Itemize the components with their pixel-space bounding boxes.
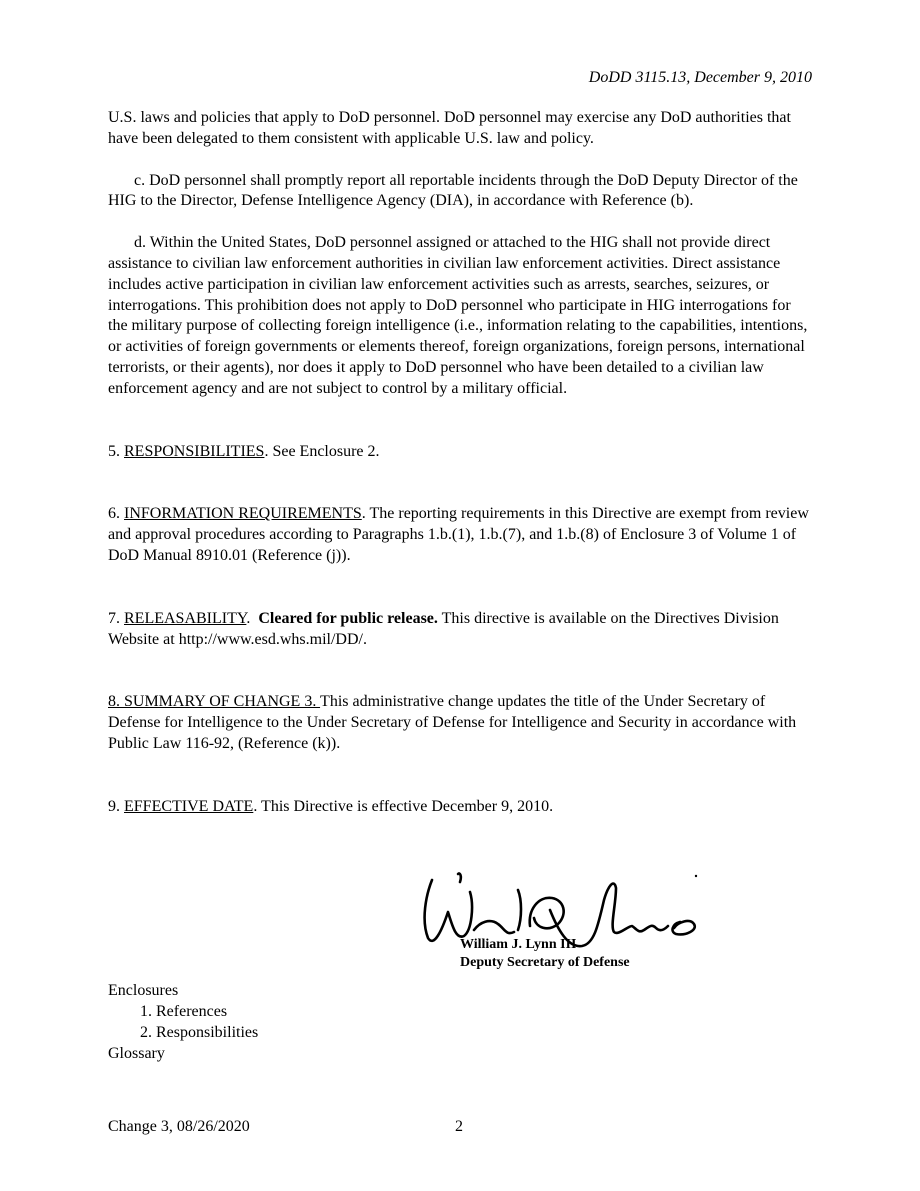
glossary-label: Glossary [108, 1045, 165, 1062]
section-number: 7. [108, 609, 124, 627]
section-heading: RELEASABILITY [124, 609, 247, 627]
footer-change-info: Change 3, 08/26/2020 [108, 1118, 250, 1135]
section-text: . The reporting requirements in this Directive are exempt from review and approval procedures according to Paragraphs 1.b.(1), 1.b.(7), and 1.b.(8) of Enclosure 3 of Volume 1 of DoD Manual 8910.01 (Reference (j)). [108, 505, 809, 564]
signer-name: William J. Lynn III [460, 937, 577, 952]
enclosure-item: 2. Responsibilities [140, 1024, 259, 1041]
enclosures-list [108, 980, 258, 1064]
section-text: . This Directive is effective December 9, 2010. [253, 797, 554, 815]
section-heading: INFORMATION REQUIREMENTS [124, 505, 362, 523]
document-id-header: DoDD 3115.13, December 9, 2010 [588, 69, 812, 86]
section-number: 9. [108, 797, 124, 815]
body-text [108, 108, 813, 818]
signature-block [418, 870, 718, 980]
enclosures-heading: Enclosures [108, 982, 179, 999]
section-9 [108, 797, 813, 818]
section-heading: 8. SUMMARY OF CHANGE 3. [108, 693, 321, 711]
signer-info [460, 936, 630, 972]
section-number: 6. [108, 505, 124, 523]
section-text: . See Enclosure 2. [264, 442, 380, 460]
paragraph-c: c. DoD personnel shall promptly report all reportable incidents through the DoD Deputy Director of the HIG to the Director, Defense Intelligence Agency (DIA), in accordance with Reference (b). [108, 171, 798, 210]
section-6 [108, 504, 813, 566]
section-text: This directive is available on the Directives Division Website at http://www.esd.whs.mil/DD/. [108, 609, 779, 648]
section-text: This administrative change updates the title of the Under Secretary of Defense for Intelligence to the Under Secretary of Defense for Intelligence and Security in accordance with Public Law 116-92, (Reference (k)). [108, 693, 797, 752]
section-8 [108, 692, 813, 754]
signer-title: Deputy Secretary of Defense [460, 955, 630, 970]
page-number: 2 [455, 1118, 463, 1135]
section-heading: RESPONSIBILITIES [124, 442, 265, 460]
section-heading: EFFECTIVE DATE [124, 797, 254, 815]
section-number: 5. [108, 442, 124, 460]
section-5 [108, 442, 813, 463]
paragraph-continued: U.S. laws and policies that apply to DoD personnel. DoD personnel may exercise any DoD authorities that have been delegated to them consistent with applicable U.S. law and policy. [108, 109, 791, 147]
paragraph-d: d. Within the United States, DoD personnel assigned or attached to the HIG shall not provide direct assistance to civilian law enforcement authorities in civilian law enforcement activities. Direct assistance includes active participation in civilian law enforcement activities such as arrests, searches, seizures, or interrogations. This prohibition does not apply to DoD personnel who participate in HIG interrogations for the military purpose of collecting foreign intelligence (i.e., information relating to the capabilities, intentions, or activities of foreign governments or elements thereof, foreign organizations, foreign persons, international terrorists, or their agents), nor does it apply to DoD personnel who have been detailed to a civilian law enforcement agency and are not subject to control by a military official. [108, 234, 808, 397]
section-7 [108, 609, 813, 651]
public-release-notice: Cleared for public release. [258, 609, 438, 627]
enclosure-item: 1. References [140, 1003, 228, 1020]
section-separator: . [246, 609, 259, 627]
